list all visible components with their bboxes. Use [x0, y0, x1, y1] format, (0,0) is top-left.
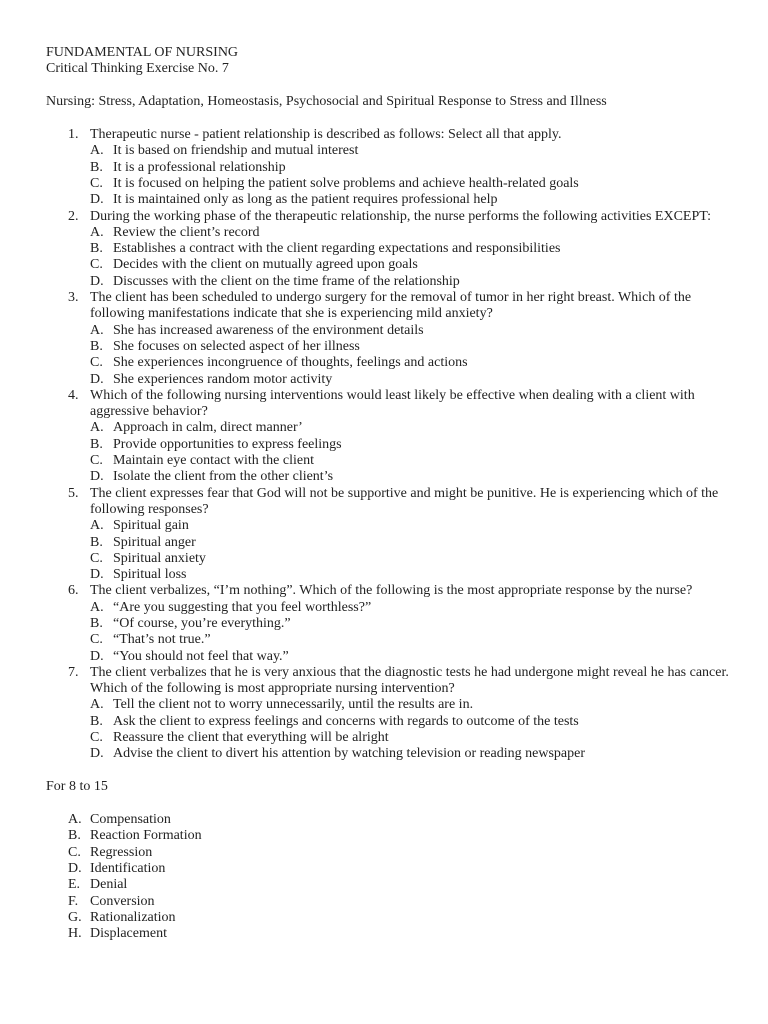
option-text: Denial: [90, 877, 128, 893]
choice-item: [90, 453, 736, 469]
choice-letter: C.: [90, 453, 103, 469]
option-letter: D.: [68, 861, 82, 877]
choice-text: Maintain eye contact with the client: [113, 453, 314, 469]
choice-item: [90, 535, 736, 551]
question-text: The client verbalizes that he is very anxious that the diagnostic tests he had undergone might reveal he has cancer. Which of the following is most appropriate nursing intervention?: [90, 664, 729, 697]
choice-item: [90, 551, 736, 567]
choice-item: [90, 355, 736, 371]
choice-letter: C.: [90, 355, 103, 371]
choice-letter: B.: [90, 534, 103, 550]
option-text: Conversion: [90, 893, 155, 909]
question-2: [46, 209, 736, 290]
choice-text: Reassure the client that everything will be alright: [113, 730, 389, 746]
choice-item: [90, 469, 736, 485]
choice-text: She experiences random motor activity: [113, 371, 333, 387]
choice-text: Spiritual anger: [113, 534, 196, 550]
choice-text: Discusses with the client on the time frame of the relationship: [113, 273, 460, 289]
choice-item: [90, 730, 736, 746]
choice-letter: A.: [90, 224, 104, 240]
option-letter: C.: [68, 844, 81, 860]
choice-item: [90, 649, 736, 665]
choice-letter: A.: [90, 420, 104, 436]
choice-text: Ask the client to express feelings and concerns with regards to outcome of the tests: [113, 713, 579, 729]
choice-text: It is a professional relationship: [113, 159, 286, 175]
defense-item: [46, 877, 736, 893]
question-list: [46, 127, 736, 763]
choice-item: [90, 567, 736, 583]
choice-text: She experiences incongruence of thoughts, feelings and actions: [113, 355, 468, 371]
choice-item: [90, 600, 736, 616]
choice-item: [90, 192, 736, 208]
choice-list: [90, 323, 736, 388]
question-number: 6.: [68, 583, 79, 599]
choice-letter: A.: [90, 143, 104, 159]
question-number: 4.: [68, 387, 79, 403]
option-text: Rationalization: [90, 909, 176, 925]
choice-item: [90, 160, 736, 176]
choice-item: [90, 420, 736, 436]
question-number: 1.: [68, 127, 79, 143]
choice-item: [90, 518, 736, 534]
choice-text: She focuses on selected aspect of her illness: [113, 338, 360, 354]
defense-item: [46, 828, 736, 844]
option-letter: B.: [68, 828, 81, 844]
choice-text: “Are you suggesting that you feel worthless?”: [113, 599, 372, 615]
choice-item: [90, 176, 736, 192]
document-page: [46, 45, 736, 943]
choice-item: [90, 616, 736, 632]
choice-list: [90, 518, 736, 583]
choice-text: Provide opportunities to express feelings: [113, 436, 342, 452]
choice-item: [90, 714, 736, 730]
defense-item: [46, 910, 736, 926]
question-7: [46, 665, 736, 763]
question-number: 7.: [68, 664, 79, 680]
option-letter: H.: [68, 926, 82, 942]
choice-text: It is based on friendship and mutual interest: [113, 143, 359, 159]
choice-letter: D.: [90, 192, 104, 208]
question-6: [46, 583, 736, 664]
choice-text: “That’s not true.”: [113, 632, 211, 648]
question-text: The client has been scheduled to undergo surgery for the removal of tumor in her right breast. Which of the following manifestations indicate that she is experiencing mild anxiety?: [90, 290, 692, 322]
choice-letter: D.: [90, 567, 104, 583]
question-text: During the working phase of the therapeutic relationship, the nurse performs the following activities EXCEPT:: [90, 208, 711, 224]
question-1: [46, 127, 736, 208]
choice-list: [90, 143, 736, 208]
choice-letter: D.: [90, 273, 104, 289]
choice-item: [90, 632, 736, 648]
option-text: Displacement: [90, 926, 167, 942]
option-letter: E.: [68, 877, 81, 893]
choice-list: [90, 600, 736, 665]
choice-letter: B.: [90, 241, 103, 257]
choice-item: [90, 697, 736, 713]
choice-item: [90, 372, 736, 388]
defense-item: [46, 845, 736, 861]
choice-text: Tell the client not to worry unnecessarily, until the results are in.: [113, 697, 474, 713]
defense-mechanism-list: [46, 812, 736, 942]
question-4: [46, 388, 736, 486]
choice-letter: A.: [90, 697, 104, 713]
choice-item: [90, 746, 736, 762]
option-text: Regression: [90, 844, 153, 860]
choice-item: [90, 241, 736, 257]
choice-list: [90, 420, 736, 485]
choice-text: Approach in calm, direct manner’: [113, 420, 303, 436]
choice-letter: B.: [90, 713, 103, 729]
document-title: FUNDAMENTAL OF NURSING: [46, 45, 239, 60]
choice-letter: C.: [90, 175, 103, 191]
choice-item: [90, 225, 736, 241]
choice-text: Isolate the client from the other client’s: [113, 469, 334, 485]
option-text: Identification: [90, 861, 166, 877]
question-text: The client expresses fear that God will not be supportive and might be punitive. He is experiencing which of the following responses?: [90, 485, 719, 517]
question-text: Which of the following nursing interventions would least likely be effective when dealing with a client with aggressive behavior?: [90, 387, 695, 420]
choice-letter: B.: [90, 338, 103, 354]
choice-letter: C.: [90, 730, 103, 746]
choice-letter: B.: [90, 615, 103, 631]
choice-item: [90, 339, 736, 355]
question-text: Therapeutic nurse - patient relationship is described as follows: Select all that apply.: [90, 127, 562, 143]
question-5: [46, 486, 736, 584]
choice-letter: B.: [90, 159, 103, 175]
choice-item: [90, 437, 736, 453]
defense-item: [46, 926, 736, 942]
choice-text: “Of course, you’re everything.”: [113, 615, 291, 631]
choice-letter: D.: [90, 746, 104, 762]
choice-text: It is maintained only as long as the patient requires professional help: [113, 192, 498, 208]
choice-item: [90, 274, 736, 290]
question-number: 2.: [68, 208, 79, 224]
choice-letter: D.: [90, 371, 104, 387]
option-text: Reaction Formation: [90, 828, 202, 844]
choice-text: Spiritual anxiety: [113, 550, 206, 566]
matching-heading: For 8 to 15: [46, 779, 108, 795]
choice-item: [90, 257, 736, 273]
choice-letter: A.: [90, 518, 104, 534]
question-number: 5.: [68, 485, 79, 501]
choice-letter: C.: [90, 550, 103, 566]
choice-letter: C.: [90, 632, 103, 648]
option-letter: G.: [68, 909, 82, 925]
choice-text: Advise the client to divert his attention by watching television or reading newspaper: [113, 746, 585, 762]
choice-text: Decides with the client on mutually agreed upon goals: [113, 257, 418, 273]
choice-text: She has increased awareness of the environment details: [113, 322, 424, 338]
choice-text: Spiritual gain: [113, 518, 189, 534]
defense-item: [46, 894, 736, 910]
question-text: The client verbalizes, “I’m nothing”. Which of the following is the most appropriate response by the nurse?: [90, 583, 693, 599]
option-letter: F.: [68, 893, 79, 909]
defense-item: [46, 812, 736, 828]
choice-item: [90, 323, 736, 339]
choice-letter: A.: [90, 599, 104, 615]
choice-letter: D.: [90, 648, 104, 664]
option-text: Compensation: [90, 812, 171, 828]
question-3: [46, 290, 736, 388]
document-topic: Nursing: Stress, Adaptation, Homeostasis, Psychosocial and Spiritual Response to Stress and Illness: [46, 94, 607, 110]
choice-letter: A.: [90, 322, 104, 338]
choice-text: Establishes a contract with the client regarding expectations and responsibilities: [113, 241, 561, 257]
choice-text: It is focused on helping the patient solve problems and achieve health-related goals: [113, 175, 579, 191]
question-number: 3.: [68, 290, 79, 306]
defense-item: [46, 861, 736, 877]
document-subtitle: Critical Thinking Exercise No. 7: [46, 61, 229, 77]
choice-text: “You should not feel that way.”: [113, 648, 289, 664]
choice-list: [90, 225, 736, 290]
choice-letter: C.: [90, 257, 103, 273]
choice-item: [90, 143, 736, 159]
option-letter: A.: [68, 812, 82, 828]
choice-text: Spiritual loss: [113, 567, 187, 583]
choice-text: Review the client’s record: [113, 224, 260, 240]
choice-list: [90, 697, 736, 762]
choice-letter: B.: [90, 436, 103, 452]
choice-letter: D.: [90, 469, 104, 485]
